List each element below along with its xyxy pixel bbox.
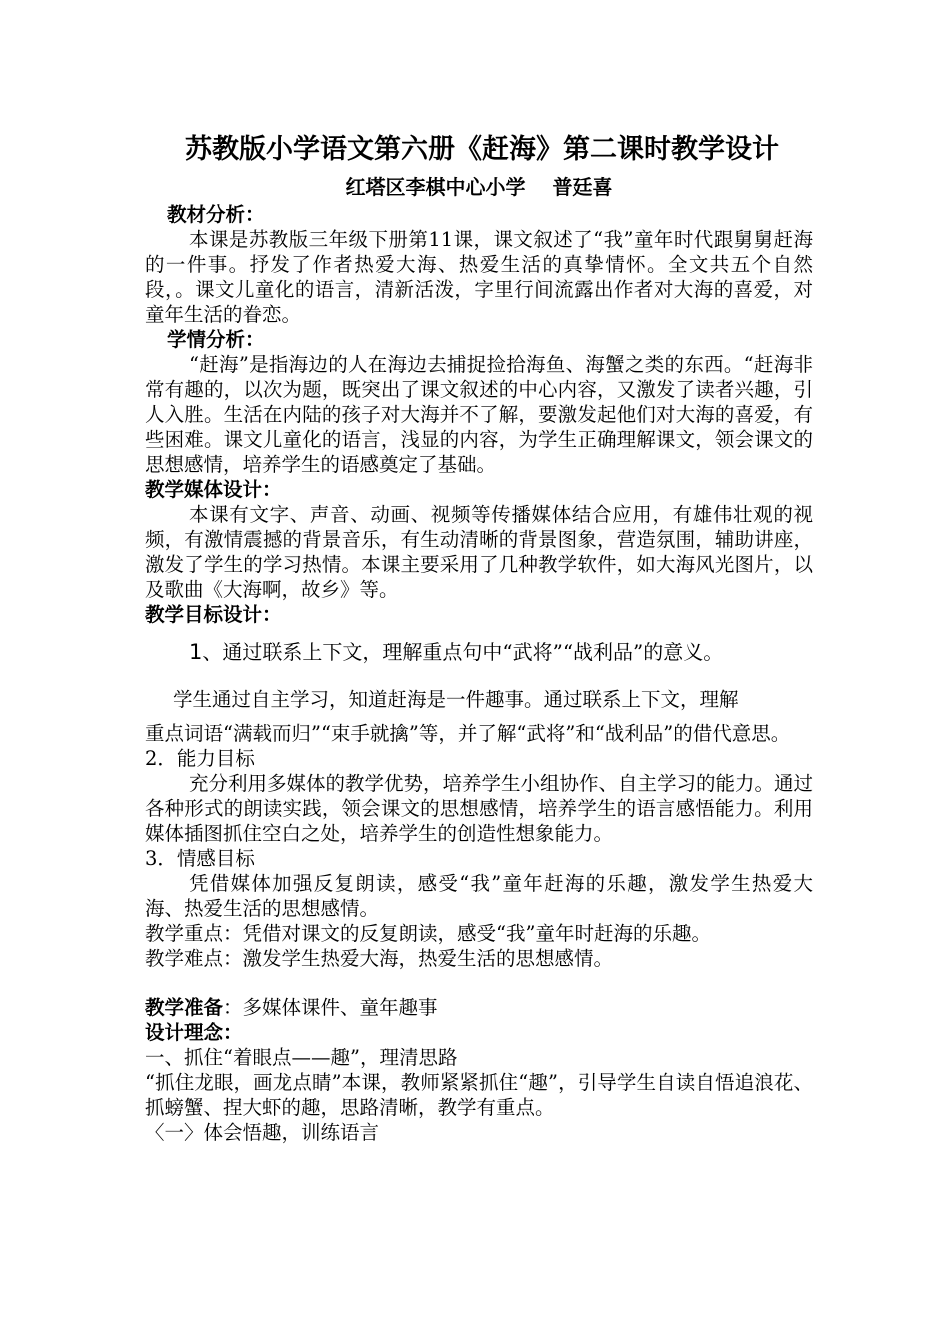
prep-label: 教学准备 [145,996,224,1019]
concept-heading: 设计理念： [145,1021,243,1044]
goal2-heading: 2．能力目标 [145,747,255,770]
goal1-body [145,687,813,746]
document-page [145,130,813,1145]
author-line: 红塔区李棋中心小学 普廷喜 [345,175,613,199]
goal1-number: 1 [189,640,203,664]
concept-item1-body: “抓住龙眼，画龙点睛”本课，教师紧紧抓住“趣”，引导学生自读自悟追浪花、抓螃蟹、捏大虾的趣，思路清晰，教学有重点。 [145,1071,813,1119]
prep-line [145,995,813,1020]
material-heading: 教材分析： [167,203,265,226]
concept-sub1: 〈一〉体会悟趣，训练语言 [145,1121,380,1144]
goal1-body-line2: 重点词语“满载而归”“束手就擒”等，并了解“武将”和“战利品”的借代意思。 [145,722,791,745]
goal3-body: 凭借媒体加强反复朗读，感受“我”童年赶海的乐趣，激发学生热爱大海、热爱生活的思想感情。 [145,872,813,920]
goal3-heading: 3．情感目标 [145,847,255,870]
key-point: 教学重点：凭借对课文的反复朗读，感受“我”童年时赶海的乐趣。 [145,922,711,945]
students-heading: 学情分析： [167,328,265,351]
spacer [145,971,813,995]
concept-item1: 一、抓住“着眼点——趣”，理清思路 [145,1046,458,1069]
goal1-body-line1: 学生通过自主学习，知道赶海是一件趣事。通过联系上下文，理解 [173,688,739,711]
document-title: 苏教版小学语文第六册《赶海》第二课时教学设计 [185,134,779,165]
goals-heading: 教学目标设计： [145,603,282,626]
media-heading: 教学媒体设计： [145,478,282,501]
material-body: 本课是苏教版三年级下册第11课，课文叙述了“我”童年时代跟舅舅赶海的一件事。抒发了作者热爱大海、热爱生活的真挚情怀。全文共五个自然段，。课文儿童化的语言，清新活泼，字里行间流露出作者对大海的喜爱，对童年生活的眷恋。 [145,228,813,326]
prep-text: ：多媒体课件、童年趣事 [223,996,438,1019]
goal1-text: 、通过联系上下文，理解重点句中“武将”“战利品”的意义。 [202,640,724,664]
goal2-body: 充分利用多媒体的教学优势，培养学生小组协作、自主学习的能力。通过各种形式的朗读实践，领会课文的思想感情，培养学生的语言感悟能力。利用媒体插图抓住空白之处，培养学生的创造性想象能力。 [145,772,814,845]
students-body: “赶海”是指海边的人在海边去捕捉捡拾海鱼、海蟹之类的东西。“赶海非常有趣的，以次为题，既突出了课文叙述的中心内容，又激发了读者兴趣，引人入胜。生活在内陆的孩子对大海并不了解，要激发起他们对大海的喜爱，有些困难。课文儿童化的语言，浅显的内容，为学生正确理解课文，领会课文的思想感情，培养学生的语感奠定了基础。 [145,353,813,476]
goal1-line [145,639,813,665]
media-body: 本课有文字、声音、动画、视频等传播媒体结合应用，有雄伟壮观的视频，有激情震撼的背景音乐，有生动清晰的背景图象，营造氛围，辅助讲座，激发了学生的学习热情。本课主要采用了几种教学软件，如大海风光图片，以及歌曲《大海啊，故乡》等。 [145,503,813,601]
difficult-point: 教学难点：激发学生热爱大海，热爱生活的思想感情。 [145,947,614,970]
